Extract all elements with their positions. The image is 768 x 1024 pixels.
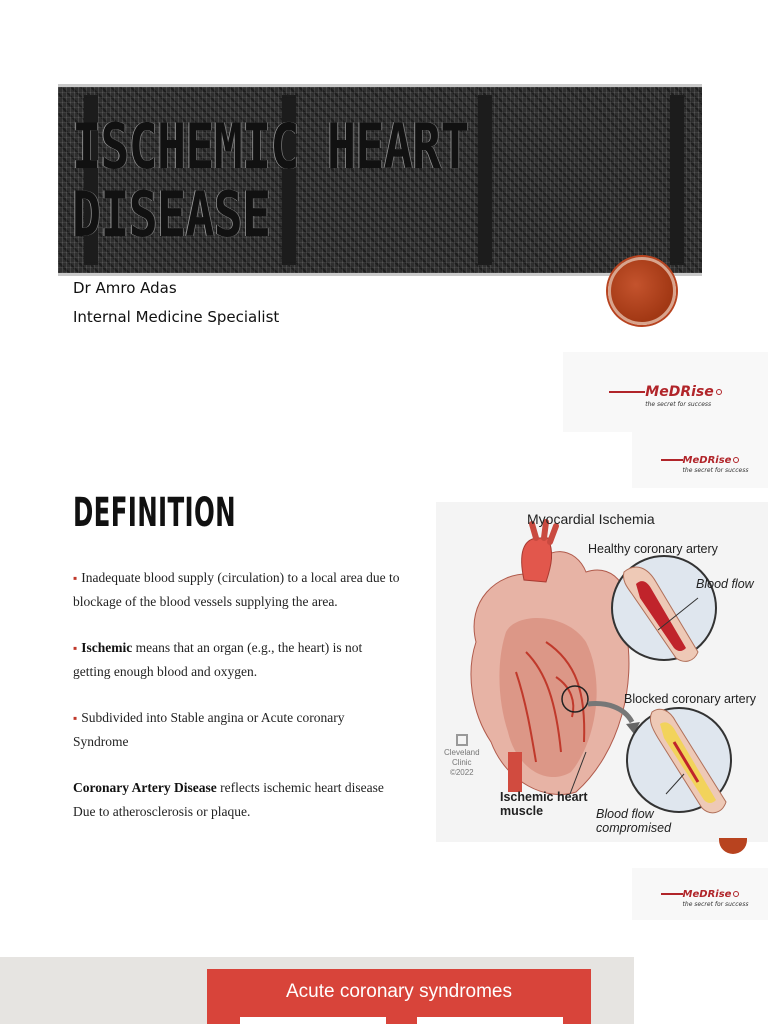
definition-paragraph: Coronary Artery Disease reflects ischemic heart disease Due to atherosclerosis or plaque. bbox=[73, 780, 384, 819]
medrise-logo bbox=[563, 352, 768, 432]
bullet-marker: ▪ bbox=[73, 641, 78, 655]
definition-bullet: ▪ Inadequate blood supply (circulation) to a local area due to blockage of the blood vessels supplying the area. bbox=[73, 570, 400, 609]
banner-stripe bbox=[670, 95, 684, 265]
next-slide bbox=[0, 957, 634, 1024]
banner-stripe bbox=[478, 95, 492, 265]
cleveland-clinic-icon bbox=[456, 734, 468, 746]
ischemic-muscle-label: Ischemic heart muscle bbox=[500, 790, 588, 818]
definition-bullet: ▪ Subdivided into Stable angina or Acute coronary Syndrome bbox=[73, 710, 345, 749]
medrise-logo bbox=[632, 432, 768, 488]
author-name: Dr Amro Adas bbox=[73, 279, 177, 297]
logo-word: MeDRise bbox=[645, 384, 714, 400]
acs-box bbox=[240, 1017, 386, 1024]
author-role: Internal Medicine Specialist bbox=[73, 308, 280, 326]
title-banner bbox=[58, 84, 702, 276]
blood-flow-compromised-label: Blood flow compromised bbox=[596, 807, 672, 835]
figure-title: Myocardial Ischemia bbox=[527, 511, 655, 527]
decorative-circle bbox=[719, 838, 747, 854]
blocked-artery-label: Blocked coronary artery bbox=[624, 692, 757, 706]
myocardial-ischemia-figure bbox=[436, 502, 768, 842]
acs-panel bbox=[207, 969, 591, 1024]
logo-tagline: the secret for success bbox=[682, 466, 749, 474]
bullet-marker: ▪ bbox=[73, 711, 78, 725]
bullet-marker: ▪ bbox=[73, 571, 78, 585]
acs-title: Acute coronary syndromes bbox=[286, 981, 512, 1002]
slide-title: ISCHEMIC HEART DISEASE bbox=[72, 110, 469, 251]
blood-flow-label: Blood flow bbox=[696, 577, 754, 591]
decorative-circle bbox=[608, 257, 676, 325]
healthy-artery-label: Healthy coronary artery bbox=[588, 542, 718, 556]
logo-tagline: the secret for success bbox=[682, 900, 749, 908]
definition-heading: DEFINITION bbox=[73, 490, 236, 536]
medrise-logo bbox=[632, 868, 768, 920]
figure-credit: Cleveland Clinic ©2022 bbox=[444, 748, 480, 777]
logo-word: MeDRise bbox=[682, 888, 732, 900]
logo-word: MeDRise bbox=[682, 454, 732, 466]
logo-tagline: the secret for success bbox=[645, 401, 712, 408]
definition-bullet: ▪ Ischemic means that an organ (e.g., the heart) is not getting enough blood and oxygen. bbox=[73, 640, 363, 679]
acs-box bbox=[417, 1017, 563, 1024]
